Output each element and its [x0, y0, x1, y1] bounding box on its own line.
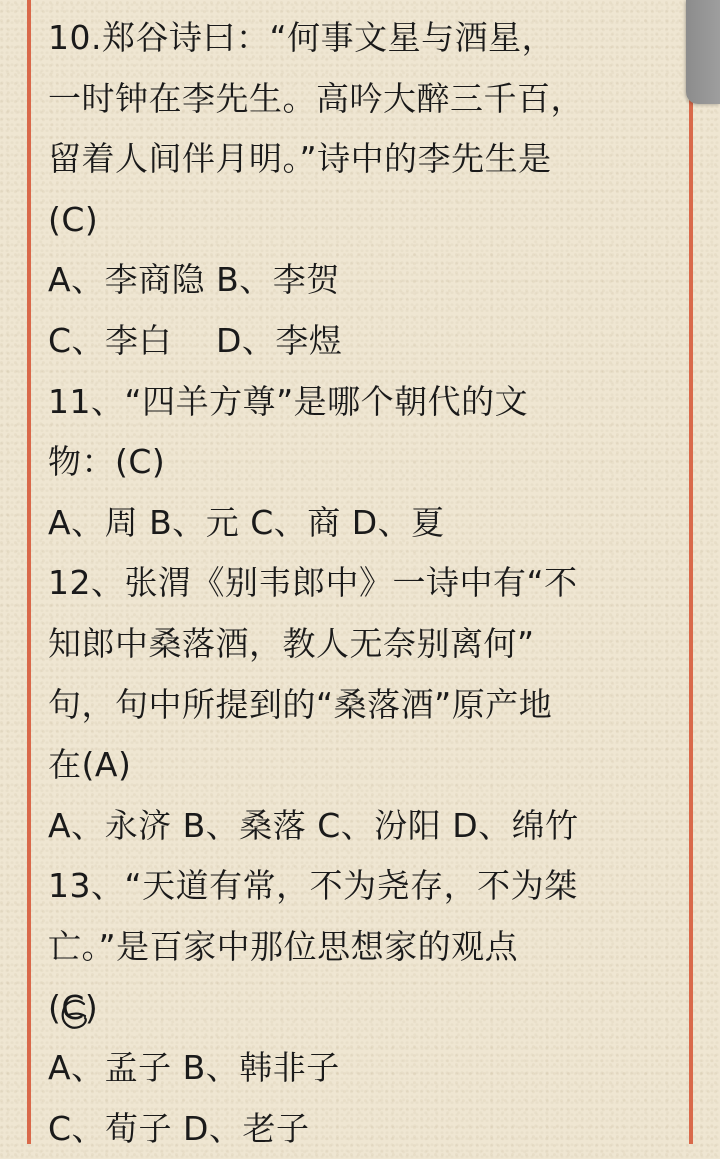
q12-line-2: 知郎中桑落酒，教人无奈别离何” — [48, 623, 535, 663]
quiz-text-block — [48, 8, 678, 1159]
q11-options: A、周 B、元 C、商 D、夏 — [48, 502, 445, 542]
q10-options-1: A、李商隐 B、李贺 — [48, 260, 340, 300]
q12-line-3: 句，句中所提到的“桑落酒”原产地 — [48, 684, 553, 724]
q10-answer: (C) — [48, 199, 99, 239]
q13-answer: (C) — [48, 987, 99, 1027]
q10-line-1: 10.郑谷诗曰：“何事文星与酒星， — [48, 18, 556, 57]
q10-line-2: 一时钟在李先生。高吟大醉三千百， — [48, 78, 584, 118]
q12-options: A、永济 B、桑落 C、汾阳 D、绵竹 — [48, 805, 579, 845]
q13-line-1: 13、“天道有常，不为尧存，不为桀 — [48, 866, 578, 906]
left-border-line — [27, 0, 31, 1144]
q10-line-3: 留着人间伴月明。”诗中的李先生是 — [48, 139, 552, 179]
q11-line-2: 物：(C) — [48, 442, 166, 482]
q12-line-1: 12、张渭《别韦郎中》一诗中有“不 — [48, 563, 578, 603]
q13-answer-row — [48, 978, 678, 1039]
q11-line-1: 11、“四羊方尊”是哪个朝代的文 — [48, 381, 529, 421]
right-border-line — [689, 0, 693, 1144]
q12-answer: 在(A) — [48, 745, 132, 785]
q13-line-2: 亡。”是百家中那位思想家的观点 — [48, 926, 519, 966]
scroll-tab[interactable] — [686, 0, 720, 104]
q13-options-1: A、孟子 B、韩非子 — [48, 1048, 340, 1088]
q10-options-2: C、李白 D、李煜 — [48, 320, 343, 360]
q13-options-2: C、荀子 D、老子 — [48, 1108, 310, 1148]
